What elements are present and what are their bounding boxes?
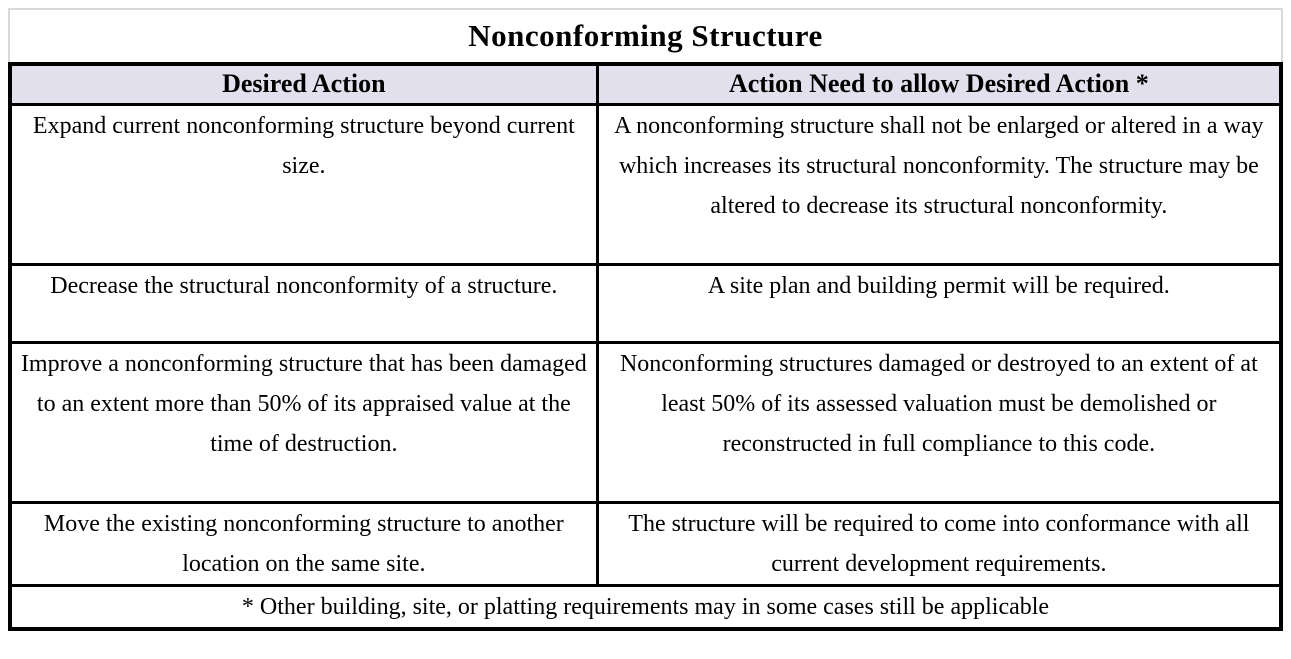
footnote-row <box>10 585 1281 629</box>
table-row <box>10 502 1281 585</box>
action-needed-cell: Nonconforming structures damaged or destroyed to an extent of at least 50% of its assessed valuation must be demolished or reconstructed in full compliance to this code. <box>597 342 1281 502</box>
column-header-desired-action: Desired Action <box>10 64 597 104</box>
desired-action-cell: Decrease the structural nonconformity of a structure. <box>10 264 597 342</box>
header-row <box>10 64 1281 104</box>
footnote-text: * Other building, site, or platting requirements may in some cases still be applicable <box>10 585 1281 629</box>
table-row <box>10 264 1281 342</box>
action-needed-cell: A site plan and building permit will be required. <box>597 264 1281 342</box>
desired-action-cell: Move the existing nonconforming structure to another location on the same site. <box>10 502 597 585</box>
desired-action-cell: Expand current nonconforming structure beyond current size. <box>10 104 597 264</box>
table-row <box>10 104 1281 264</box>
column-header-action-needed: Action Need to allow Desired Action * <box>597 64 1281 104</box>
table-title: Nonconforming Structure <box>8 8 1283 62</box>
desired-action-cell: Improve a nonconforming structure that has been damaged to an extent more than 50% of its appraised value at the time of destruction. <box>10 342 597 502</box>
action-needed-cell: The structure will be required to come into conformance with all current development requirements. <box>597 502 1281 585</box>
nonconforming-structure-table <box>8 62 1283 631</box>
table-row <box>10 342 1281 502</box>
action-needed-cell: A nonconforming structure shall not be enlarged or altered in a way which increases its structural nonconformity. The structure may be altered to decrease its structural nonconformity. <box>597 104 1281 264</box>
